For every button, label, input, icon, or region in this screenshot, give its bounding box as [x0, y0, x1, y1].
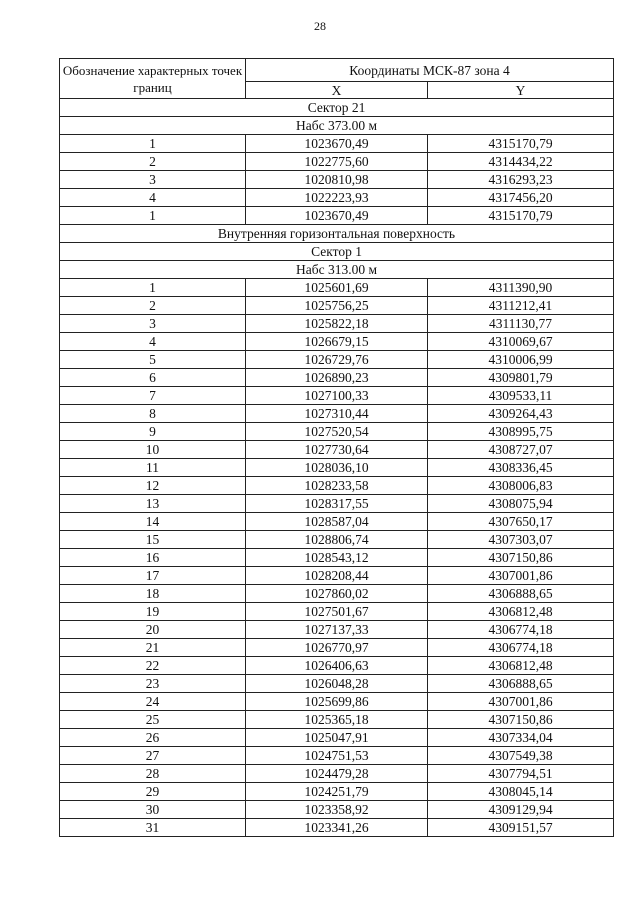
x-coordinate-cell: 1028543,12 [246, 549, 428, 567]
x-coordinate-cell: 1027137,33 [246, 621, 428, 639]
point-label-header: Обозначение характерных точек границ [60, 59, 246, 99]
y-coordinate-cell: 4307001,86 [428, 693, 614, 711]
x-coordinate-cell: 1025047,91 [246, 729, 428, 747]
table-row [60, 369, 614, 387]
point-number-cell: 19 [60, 603, 246, 621]
y-coordinate-cell: 4307001,86 [428, 567, 614, 585]
table-row [60, 279, 614, 297]
table-row [60, 405, 614, 423]
y-coordinate-cell: 4308075,94 [428, 495, 614, 513]
table-row [60, 693, 614, 711]
x-coordinate-cell: 1027100,33 [246, 387, 428, 405]
x-coordinate-cell: 1023341,26 [246, 819, 428, 837]
point-number-cell: 22 [60, 657, 246, 675]
page-number: 28 [314, 19, 326, 33]
y-coordinate-cell: 4306812,48 [428, 603, 614, 621]
y-coordinate-cell: 4306774,18 [428, 621, 614, 639]
x-coordinate-cell: 1026048,28 [246, 675, 428, 693]
table-row [60, 207, 614, 225]
point-number-cell: 1 [60, 207, 246, 225]
section-row [60, 243, 614, 261]
point-number-cell: 18 [60, 585, 246, 603]
point-number-cell: 30 [60, 801, 246, 819]
table-row [60, 459, 614, 477]
x-coordinate-cell: 1022223,93 [246, 189, 428, 207]
x-coordinate-cell: 1025756,25 [246, 297, 428, 315]
table-row [60, 621, 614, 639]
table-row [60, 675, 614, 693]
x-coordinate-cell: 1028233,58 [246, 477, 428, 495]
table-row [60, 657, 614, 675]
x-coordinate-cell: 1023670,49 [246, 135, 428, 153]
table-row [60, 315, 614, 333]
y-coordinate-cell: 4314434,22 [428, 153, 614, 171]
point-number-cell: 2 [60, 153, 246, 171]
point-number-cell: 9 [60, 423, 246, 441]
table-row [60, 783, 614, 801]
y-coordinate-cell: 4317456,20 [428, 189, 614, 207]
table-row [60, 747, 614, 765]
x-coordinate-cell: 1028036,10 [246, 459, 428, 477]
section-title: Внутренняя горизонтальная поверхность [60, 225, 614, 243]
y-coordinate-cell: 4309533,11 [428, 387, 614, 405]
point-number-cell: 14 [60, 513, 246, 531]
x-coordinate-cell: 1025601,69 [246, 279, 428, 297]
x-coordinate-cell: 1025365,18 [246, 711, 428, 729]
table-body [60, 99, 614, 837]
section-row [60, 117, 614, 135]
y-coordinate-cell: 4309129,94 [428, 801, 614, 819]
x-coordinate-cell: 1026679,15 [246, 333, 428, 351]
x-coordinate-cell: 1027310,44 [246, 405, 428, 423]
section-title: Сектор 21 [60, 99, 614, 117]
x-coordinate-cell: 1025822,18 [246, 315, 428, 333]
table-row [60, 765, 614, 783]
point-number-cell: 21 [60, 639, 246, 657]
table-row [60, 135, 614, 153]
coordinates-table [59, 58, 614, 837]
x-coordinate-cell: 1025699,86 [246, 693, 428, 711]
y-coordinate-cell: 4311212,41 [428, 297, 614, 315]
table-row [60, 333, 614, 351]
table-row [60, 585, 614, 603]
point-number-cell: 5 [60, 351, 246, 369]
y-coordinate-cell: 4308727,07 [428, 441, 614, 459]
point-number-cell: 17 [60, 567, 246, 585]
table-row [60, 549, 614, 567]
y-coordinate-cell: 4307334,04 [428, 729, 614, 747]
y-coordinate-cell: 4306888,65 [428, 675, 614, 693]
point-number-cell: 11 [60, 459, 246, 477]
table-header-row [60, 59, 614, 82]
point-number-cell: 2 [60, 297, 246, 315]
x-coordinate-cell: 1024479,28 [246, 765, 428, 783]
y-header: Y [428, 82, 614, 99]
x-coordinate-cell: 1027730,64 [246, 441, 428, 459]
section-title: Набс 313.00 м [60, 261, 614, 279]
x-coordinate-cell: 1026890,23 [246, 369, 428, 387]
y-coordinate-cell: 4310006,99 [428, 351, 614, 369]
table-row [60, 351, 614, 369]
y-coordinate-cell: 4309151,57 [428, 819, 614, 837]
y-coordinate-cell: 4308006,83 [428, 477, 614, 495]
x-header: X [246, 82, 428, 99]
y-coordinate-cell: 4307150,86 [428, 549, 614, 567]
x-coordinate-cell: 1022775,60 [246, 153, 428, 171]
y-coordinate-cell: 4307549,38 [428, 747, 614, 765]
y-coordinate-cell: 4306888,65 [428, 585, 614, 603]
x-coordinate-cell: 1024251,79 [246, 783, 428, 801]
section-row [60, 99, 614, 117]
point-number-cell: 20 [60, 621, 246, 639]
point-number-cell: 3 [60, 315, 246, 333]
point-number-cell: 6 [60, 369, 246, 387]
x-coordinate-cell: 1026406,63 [246, 657, 428, 675]
point-number-cell: 15 [60, 531, 246, 549]
y-coordinate-cell: 4311130,77 [428, 315, 614, 333]
table-row [60, 603, 614, 621]
table-row [60, 495, 614, 513]
y-coordinate-cell: 4307303,07 [428, 531, 614, 549]
point-number-cell: 4 [60, 333, 246, 351]
point-number-cell: 1 [60, 135, 246, 153]
x-coordinate-cell: 1028317,55 [246, 495, 428, 513]
coordinate-system-header: Координаты МСК-87 зона 4 [246, 59, 614, 82]
section-row [60, 261, 614, 279]
point-number-cell: 23 [60, 675, 246, 693]
table-row [60, 387, 614, 405]
table-row [60, 639, 614, 657]
y-coordinate-cell: 4306812,48 [428, 657, 614, 675]
table-row [60, 153, 614, 171]
point-number-cell: 1 [60, 279, 246, 297]
x-coordinate-cell: 1028806,74 [246, 531, 428, 549]
x-coordinate-cell: 1027860,02 [246, 585, 428, 603]
y-coordinate-cell: 4310069,67 [428, 333, 614, 351]
table-row [60, 729, 614, 747]
x-coordinate-cell: 1020810,98 [246, 171, 428, 189]
y-coordinate-cell: 4308336,45 [428, 459, 614, 477]
table-row [60, 171, 614, 189]
y-coordinate-cell: 4307650,17 [428, 513, 614, 531]
y-coordinate-cell: 4316293,23 [428, 171, 614, 189]
y-coordinate-cell: 4309264,43 [428, 405, 614, 423]
table-row [60, 531, 614, 549]
table-row [60, 423, 614, 441]
table-row [60, 711, 614, 729]
x-coordinate-cell: 1027501,67 [246, 603, 428, 621]
section-row [60, 225, 614, 243]
point-number-cell: 13 [60, 495, 246, 513]
x-coordinate-cell: 1023670,49 [246, 207, 428, 225]
section-title: Набс 373.00 м [60, 117, 614, 135]
x-coordinate-cell: 1028208,44 [246, 567, 428, 585]
point-number-cell: 12 [60, 477, 246, 495]
point-number-cell: 8 [60, 405, 246, 423]
y-coordinate-cell: 4315170,79 [428, 135, 614, 153]
x-coordinate-cell: 1028587,04 [246, 513, 428, 531]
table-row [60, 189, 614, 207]
y-coordinate-cell: 4311390,90 [428, 279, 614, 297]
point-number-cell: 28 [60, 765, 246, 783]
point-number-cell: 26 [60, 729, 246, 747]
x-coordinate-cell: 1026729,76 [246, 351, 428, 369]
point-number-cell: 4 [60, 189, 246, 207]
x-coordinate-cell: 1026770,97 [246, 639, 428, 657]
y-coordinate-cell: 4308995,75 [428, 423, 614, 441]
point-number-cell: 10 [60, 441, 246, 459]
table-row [60, 441, 614, 459]
y-coordinate-cell: 4306774,18 [428, 639, 614, 657]
section-title: Сектор 1 [60, 243, 614, 261]
y-coordinate-cell: 4309801,79 [428, 369, 614, 387]
x-coordinate-cell: 1024751,53 [246, 747, 428, 765]
table-row [60, 801, 614, 819]
table-row [60, 567, 614, 585]
point-number-cell: 27 [60, 747, 246, 765]
x-coordinate-cell: 1023358,92 [246, 801, 428, 819]
point-number-cell: 31 [60, 819, 246, 837]
point-number-cell: 7 [60, 387, 246, 405]
table-row [60, 297, 614, 315]
point-number-cell: 3 [60, 171, 246, 189]
y-coordinate-cell: 4307150,86 [428, 711, 614, 729]
table-row [60, 819, 614, 837]
y-coordinate-cell: 4307794,51 [428, 765, 614, 783]
table-row [60, 513, 614, 531]
table-row [60, 477, 614, 495]
point-number-cell: 16 [60, 549, 246, 567]
point-number-cell: 25 [60, 711, 246, 729]
x-coordinate-cell: 1027520,54 [246, 423, 428, 441]
point-number-cell: 24 [60, 693, 246, 711]
y-coordinate-cell: 4308045,14 [428, 783, 614, 801]
point-number-cell: 29 [60, 783, 246, 801]
y-coordinate-cell: 4315170,79 [428, 207, 614, 225]
